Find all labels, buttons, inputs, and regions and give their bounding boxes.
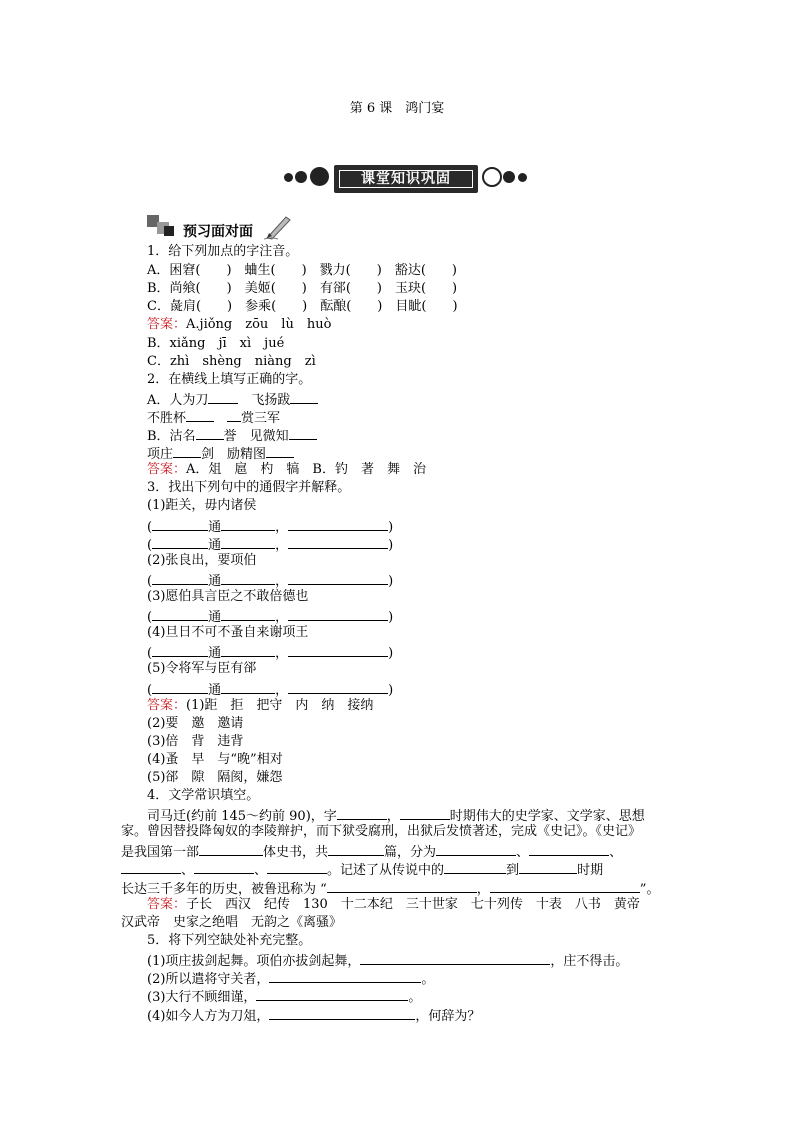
q1-answer-b: B．xiǎng jī xì jué <box>147 336 285 351</box>
q3-sentence-3: (3)愿伯具言臣之不敢倍德也 <box>147 589 309 604</box>
decor-dot <box>310 167 329 186</box>
q4-para-line-3: 是我国第一部 体史书，共 篇，分为 、 、 <box>121 841 622 862</box>
q1-answer-row <box>147 316 331 334</box>
answer-label: 答案： <box>147 317 187 332</box>
q3-sentence-2: (2)张良出，要项伯 <box>147 553 257 568</box>
banner-box <box>334 165 478 193</box>
section-squares-icon <box>147 215 177 237</box>
q3-sentence-1: (1)距关，毋内诸侯 <box>147 498 257 513</box>
q3-blank-row: ( 通 ， ) <box>147 642 393 663</box>
q1-option-b: B．尚飨( ) 美姬( ) 有郤( ) 玉玦( ) <box>147 281 458 296</box>
q3-answer-3: (3)倍 背 违背 <box>147 734 244 749</box>
q2-answer: A．俎 扈 杓 犒 B．钓 著 舞 治 <box>186 462 426 477</box>
q5-stem: 5．将下列空缺处补充完整。 <box>147 933 312 948</box>
q3-sentence-5: (5)令将军与臣有郤 <box>147 661 257 676</box>
q2-answer-row: 答案：A．俎 扈 杓 犒 B．钓 著 舞 治 <box>147 462 426 477</box>
q3-stem: 3．找出下列句中的通假字并解释。 <box>147 480 351 495</box>
page-title: 第 6 课 鸿门宴 <box>349 101 445 116</box>
q2-line-b2: 项庄 剑 励精图 <box>147 443 294 464</box>
q3-blank-row: ( 通 ， ) <box>147 534 393 555</box>
section-banner <box>282 163 532 191</box>
q5-line-4: (4)如今人方为刀俎， ，何辞为？ <box>147 1005 480 1026</box>
q3-blank-row: ( 通 ， ) <box>147 516 393 537</box>
q5-line-1: (1)项庄拔剑起舞。项伯亦拔剑起舞， ，庄不得击。 <box>147 950 628 971</box>
q3-answer-row: 答案：(1)距 拒 把守 内 纳 接纳 <box>147 698 374 713</box>
banner-label: 课堂知识巩固 <box>361 171 451 187</box>
decor-dot <box>518 173 527 182</box>
q4-para-line-2: 家。曾因替投降匈奴的李陵辩护，而下狱受腐刑，出狱后发愤著述，完成《史记》。《史记》 <box>121 824 642 839</box>
q4-stem: 4．文学常识填空。 <box>147 788 260 803</box>
q2-line-b1: B．沽名 誉 见微知 <box>147 425 317 446</box>
q1-option-a: A．困窘( ) 蛐生( ) 戮力( ) 豁达( ) <box>147 263 457 278</box>
q3-answer-2: (2)要 邀 邀请 <box>147 716 244 731</box>
q1-answer-c: C．zhì shèng niàng zì <box>147 354 316 369</box>
pen-icon <box>264 214 292 240</box>
section-title: 预习面对面 <box>183 224 253 240</box>
q1-option-c: C．彘肩( ) 参乘( ) 酝酿( ) 目眦( ) <box>147 299 458 314</box>
q1-answer-a: A.jiǒng zōu lù huò <box>186 317 332 332</box>
q3-blank-row: ( 通 ， ) <box>147 606 393 627</box>
decor-dot <box>503 171 515 183</box>
q4-answer-2: 汉武帝 史家之绝唱 无韵之《离骚》 <box>121 915 343 930</box>
q4-answer-row: 答案：子长 西汉 纪传 130 十二本纪 三十世家 七十列传 十表 八书 黄帝 <box>147 897 640 912</box>
q2-stem: 2．在横线上填写正确的字。 <box>147 372 312 387</box>
q5-line-2: (2)所以遣将守关者， 。 <box>147 968 434 989</box>
decor-dot <box>284 173 293 182</box>
decor-ring <box>482 167 502 187</box>
q5-line-3: (3)大行不顾细谨， 。 <box>147 986 421 1007</box>
q2-line-a2: 不胜杯 赏三军 <box>147 407 280 428</box>
q2-line-a1: A．人为刀 飞扬跋 <box>147 389 318 410</box>
decor-dot <box>295 171 307 183</box>
q3-blank-row: ( 通 ， ) <box>147 679 393 700</box>
q3-blank-row: ( 通 ， ) <box>147 570 393 591</box>
q4-para-line-4: 、 、 。记述了从传说中的 到 时期 <box>121 859 603 880</box>
q3-sentence-4: (4)旦日不可不蚤自来谢项王 <box>147 625 309 640</box>
q3-answer-5: (5)郤 隙 隔阂，嫌怨 <box>147 770 283 785</box>
q3-answer-4: (4)蚤 早 与“晚”相对 <box>147 752 283 767</box>
q4-para-line-5: 长达三千多年的历史，被鲁迅称为 “ ， ”。 <box>121 878 659 899</box>
q1-stem: 1．给下列加点的字注音。 <box>147 244 299 259</box>
q4-para-line-1: 司马迁(约前 145～约前 90)，字 ， 时期伟大的史学家、文学家、思想 <box>147 805 645 826</box>
